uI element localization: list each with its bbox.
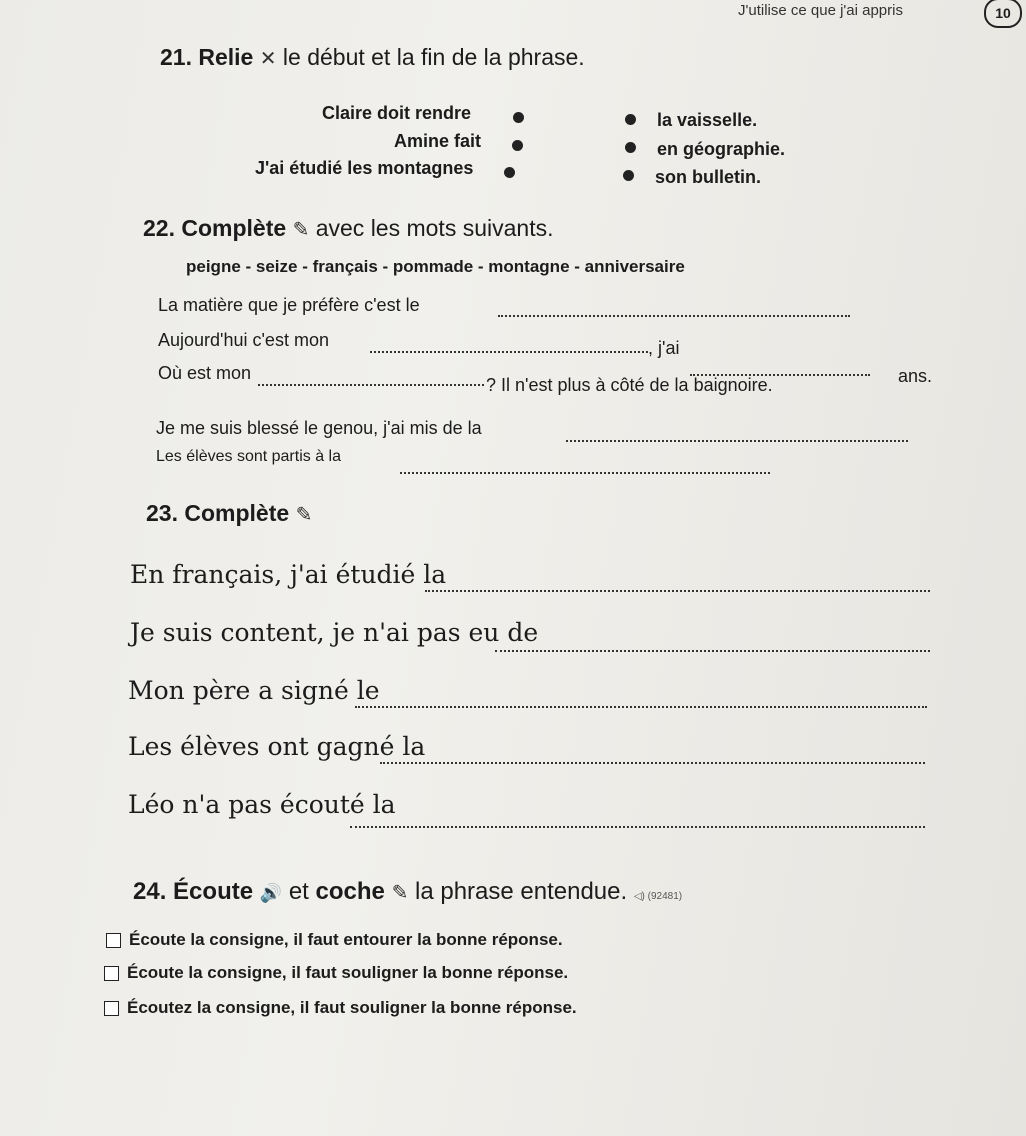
ex23-sentence-1: En français, j'ai étudié la bbox=[130, 560, 447, 589]
exercise-22-title bbox=[143, 215, 553, 242]
exercise-24-verb: Écoute bbox=[173, 878, 254, 905]
exercise-21-instruction: le début et la fin de la phrase. bbox=[282, 44, 585, 70]
ex22-sentence-1: La matière que je préfère c'est le bbox=[158, 295, 420, 315]
ex22-sentence-3a: Où est mon bbox=[158, 363, 252, 383]
ex23-blank-3[interactable] bbox=[355, 706, 927, 708]
ex22-sentence-2b: , j'ai bbox=[648, 338, 680, 358]
ex23-blank-4[interactable] bbox=[380, 762, 925, 764]
speaker-icon[interactable]: 🔊 bbox=[259, 883, 283, 903]
ex22-blank-2[interactable] bbox=[370, 351, 648, 353]
exercise-24-instruction: la phrase entendue. bbox=[415, 878, 628, 905]
checkbox-2[interactable] bbox=[104, 966, 119, 981]
ex23-sentence-5: Léo n'a pas écouté la bbox=[128, 790, 396, 819]
match-dot-left-2[interactable] bbox=[512, 140, 523, 151]
exercise-21-number: 21. bbox=[160, 44, 192, 70]
ex23-sentence-3: Mon père a signé le bbox=[128, 676, 380, 705]
ex22-blank-1[interactable] bbox=[498, 315, 850, 317]
exercise-21-verb: Relie bbox=[198, 44, 254, 70]
ex22-sentence-4: Je me suis blessé le genou, j'ai mis de la bbox=[156, 418, 482, 438]
match-right-1: la vaisselle. bbox=[657, 110, 758, 130]
ex23-blank-2[interactable] bbox=[495, 650, 930, 652]
exercise-22-number: 22. bbox=[143, 215, 175, 241]
ex24-option-3-text: Écoutez la consigne, il faut souligner la bonne réponse. bbox=[127, 998, 577, 1017]
write-icon-2: ✎ bbox=[295, 504, 313, 526]
match-right-3: son bulletin. bbox=[655, 167, 761, 187]
write-icon: ✎ bbox=[292, 219, 310, 241]
ex24-option-1-text: Écoute la consigne, il faut entourer la bonne réponse. bbox=[129, 930, 563, 949]
pen-icon: ✎ bbox=[391, 882, 409, 904]
exercise-24-title bbox=[133, 878, 682, 906]
match-dot-right-1[interactable] bbox=[625, 114, 636, 125]
exercise-24-conj: et bbox=[288, 878, 309, 905]
ex24-option-3[interactable] bbox=[104, 998, 577, 1018]
ex24-option-1[interactable] bbox=[106, 930, 563, 950]
exercise-23-title bbox=[146, 500, 312, 527]
connect-lines-icon: ✕ bbox=[259, 48, 277, 70]
match-left-2: Amine fait bbox=[394, 131, 482, 151]
ex22-sentence-5: Les élèves sont partis à la bbox=[156, 448, 341, 465]
ex23-blank-5[interactable] bbox=[350, 826, 925, 828]
ex22-blank-6[interactable] bbox=[400, 472, 770, 474]
ex23-sentence-2: Je suis content, je n'ai pas eu de bbox=[130, 618, 539, 647]
ex22-sentence-2a: Aujourd'hui c'est mon bbox=[158, 330, 329, 350]
word-list: peigne - seize - français - pommade - montagne - anniversaire bbox=[186, 257, 685, 276]
match-dot-right-3[interactable] bbox=[623, 170, 634, 181]
exercise-22-verb: Complète bbox=[181, 215, 287, 241]
match-left-3: J'ai étudié les montagnes bbox=[255, 158, 474, 178]
exercise-24-number: 24. bbox=[133, 878, 167, 905]
ex22-blank-5[interactable] bbox=[566, 440, 908, 442]
match-dot-left-1[interactable] bbox=[513, 112, 524, 123]
header-text: J'utilise ce que j'ai appris bbox=[738, 2, 903, 19]
exercise-23-verb: Complète bbox=[184, 500, 290, 526]
exercise-23-number: 23. bbox=[146, 500, 178, 526]
checkbox-1[interactable] bbox=[106, 933, 121, 948]
page-number-badge: 10 bbox=[984, 0, 1022, 28]
ex22-blank-4[interactable] bbox=[258, 384, 484, 386]
match-dot-left-3[interactable] bbox=[504, 167, 515, 178]
audio-track-label: ◁) (92481) bbox=[633, 891, 683, 902]
checkbox-3[interactable] bbox=[104, 1001, 119, 1016]
exercise-22-instruction: avec les mots suivants. bbox=[315, 215, 554, 241]
match-dot-right-2[interactable] bbox=[625, 142, 636, 153]
ex24-option-2[interactable] bbox=[104, 963, 568, 983]
exercise-24-verb-2: coche bbox=[315, 878, 385, 905]
match-right-2: en géographie. bbox=[657, 139, 786, 159]
ex24-option-2-text: Écoute la consigne, il faut souligner la bonne réponse. bbox=[127, 963, 569, 982]
match-left-1: Claire doit rendre bbox=[322, 103, 472, 123]
ex23-sentence-4: Les élèves ont gagné la bbox=[128, 732, 426, 761]
exercise-21-title bbox=[160, 44, 585, 71]
ex22-sentence-3b: ? Il n'est plus à côté de la baignoire. bbox=[486, 375, 773, 395]
ex22-sentence-2c: ans. bbox=[898, 366, 933, 386]
ex23-blank-1[interactable] bbox=[425, 590, 930, 592]
